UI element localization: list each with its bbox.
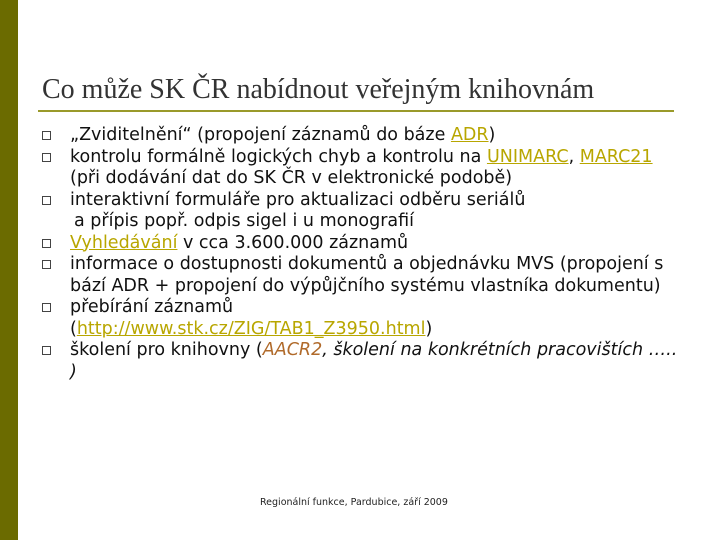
title-divider [38, 110, 674, 112]
list-item [42, 233, 682, 255]
square-bullet-icon [42, 346, 51, 355]
square-bullet-icon [42, 260, 51, 269]
search-link[interactable]: Vyhledávání [70, 232, 178, 253]
bullet-list [42, 125, 682, 383]
bullet-text: přebírání záznamů [70, 297, 234, 317]
bullet-text: školení pro knihovny ( [70, 340, 263, 360]
square-bullet-icon [42, 239, 51, 248]
square-bullet-icon [42, 303, 51, 312]
bullet-text: „Zviditelnění“ (propojení záznamů do báze [70, 125, 451, 145]
bullet-text: ( [70, 318, 77, 339]
marc21-link[interactable]: MARC21 [579, 146, 653, 167]
square-bullet-icon [42, 131, 51, 140]
list-item [42, 190, 682, 233]
unimarc-link[interactable]: UNIMARC [486, 146, 569, 167]
list-item [42, 147, 682, 190]
list-item [42, 297, 682, 340]
bullet-text: informace o dostupnosti dokumentů a objednávku MVS (propojení s bází ADR + propojení do výpůjčního systému vlastníka dokumentu) [70, 254, 664, 296]
list-item [42, 340, 682, 383]
list-item [42, 254, 682, 297]
bullet-text: , [568, 146, 580, 167]
slide-title: Co může SK ČR nabídnout veřejným knihovnám [42, 74, 595, 105]
left-accent-bar [0, 0, 18, 540]
bullet-text: a přípis popř. odpis sigel i u monografií [74, 211, 415, 231]
bullet-text: interaktivní formuláře pro aktualizaci odběru seriálů [70, 189, 526, 210]
bullet-text: ) [425, 318, 433, 339]
bullet-text: kontrolu formálně logických chyb a kontrolu na [70, 146, 487, 167]
square-bullet-icon [42, 153, 51, 162]
list-item [42, 125, 682, 147]
adr-link[interactable]: ADR [450, 125, 489, 145]
square-bullet-icon [42, 196, 51, 205]
bullet-text: , školení na konkrétních pracovištích ….. ) [70, 340, 678, 382]
bullet-text: (při dodávání dat do SK ČR v elektronické podobě) [70, 168, 513, 188]
bullet-text: ) [488, 125, 496, 145]
stk-url-link[interactable]: http://www.stk.cz/ZIG/TAB1_Z3950.html [76, 318, 426, 339]
bullet-text: v cca 3.600.000 záznamů [177, 232, 409, 253]
slide-footer: Regionální funkce, Pardubice, září 2009 [260, 497, 448, 508]
aacr2-text: AACR2 [262, 340, 323, 360]
